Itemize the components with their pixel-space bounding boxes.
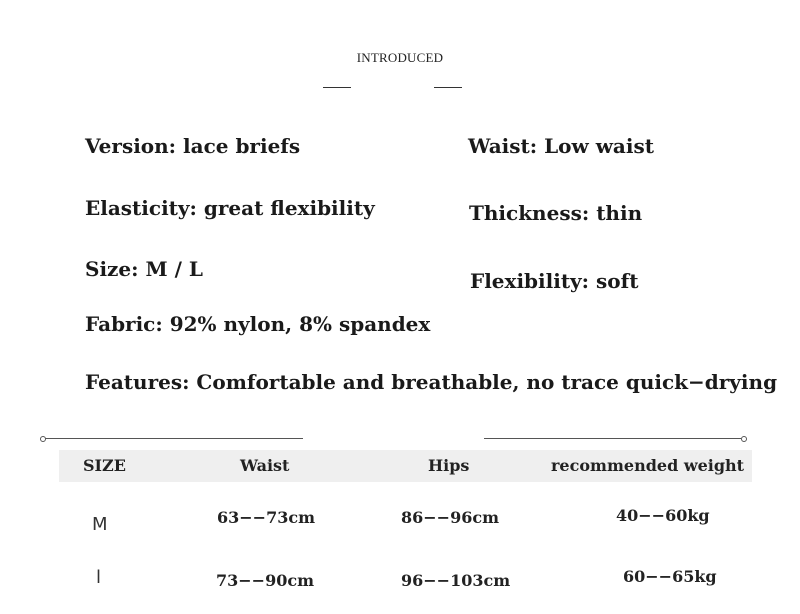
col-header-size: SIZE [83,456,126,475]
feature-fabric: Fabric: 92% nylon, 8% spandex [85,312,431,336]
feature-version: Version: lace briefs [85,134,301,158]
divider-left [45,438,303,439]
feature-flexibility: Flexibility: soft [470,269,639,293]
feature-elasticity: Elasticity: great flexibility [85,196,375,220]
row-l-waist: 73−−90cm [216,571,315,590]
row-l-weight: 60−−65kg [623,567,717,586]
col-header-waist: Waist [240,456,290,475]
divider-right [484,438,741,439]
divider-right-dot [741,436,747,442]
row-l-hips: 96−−103cm [401,571,511,590]
row-m-weight: 40−−60kg [616,506,710,525]
col-header-weight: recommended weight [551,456,745,475]
row-m-waist: 63−−73cm [217,508,316,527]
title-underline-left [323,87,351,88]
row-m-size: M [92,514,108,535]
section-title: INTRODUCED [356,50,444,65]
feature-features: Features: Comfortable and breathable, no trace quick−drying [85,370,778,394]
row-l-size: l [96,567,102,588]
feature-waist: Waist: Low waist [468,134,654,158]
feature-size: Size: M / L [85,257,203,281]
title-underline-right [434,87,462,88]
row-m-hips: 86−−96cm [401,508,500,527]
feature-thickness: Thickness: thin [469,201,643,225]
col-header-hips: Hips [428,456,470,475]
